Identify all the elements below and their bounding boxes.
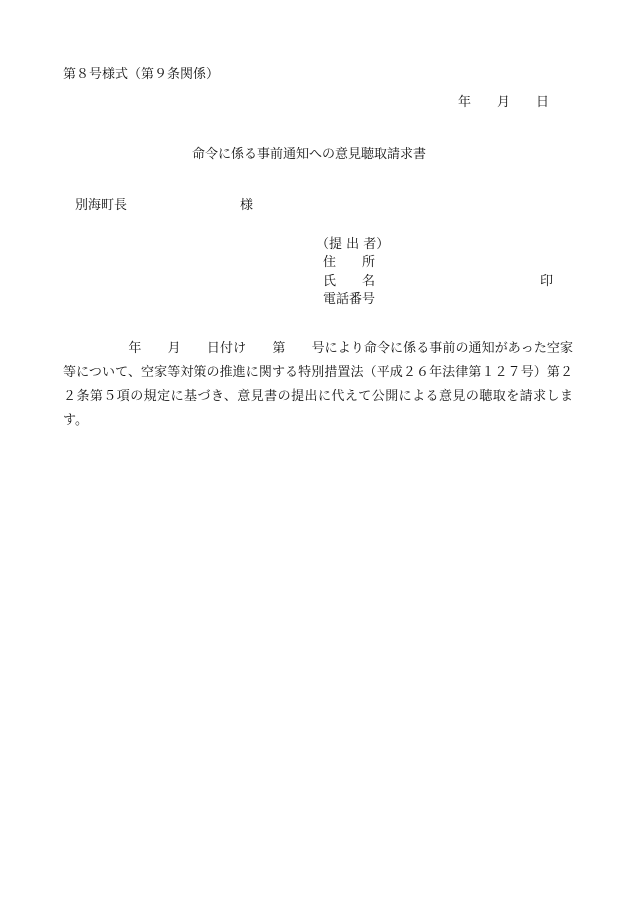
addressee: 別海町長 — [75, 198, 128, 213]
date-line: 年 月 日 — [458, 95, 550, 110]
submitter-phone-label: 電話番号 — [323, 292, 376, 307]
submitter-name-label: 氏 名 — [323, 274, 376, 289]
addressee-suffix: 様 — [240, 198, 254, 213]
seal-mark: 印 — [540, 274, 554, 289]
submitter-address-label: 住 所 — [323, 255, 376, 270]
form-number: 第８号様式（第９条関係） — [63, 67, 220, 82]
document-title: 命令に係る事前通知への意見聴取請求書 — [192, 147, 427, 162]
submitter-label: （提 出 者） — [316, 237, 390, 252]
request-body-text: 年 月 日付け 第 号により命令に係る事前の通知があった空家等について、空家等対策の推進に関する特別措置法（平成２６年法律第１２７号）第２２条第５項の規定に基づき、意見書の提出に代えて公開による意見の聴取を請求します。 — [63, 341, 573, 428]
